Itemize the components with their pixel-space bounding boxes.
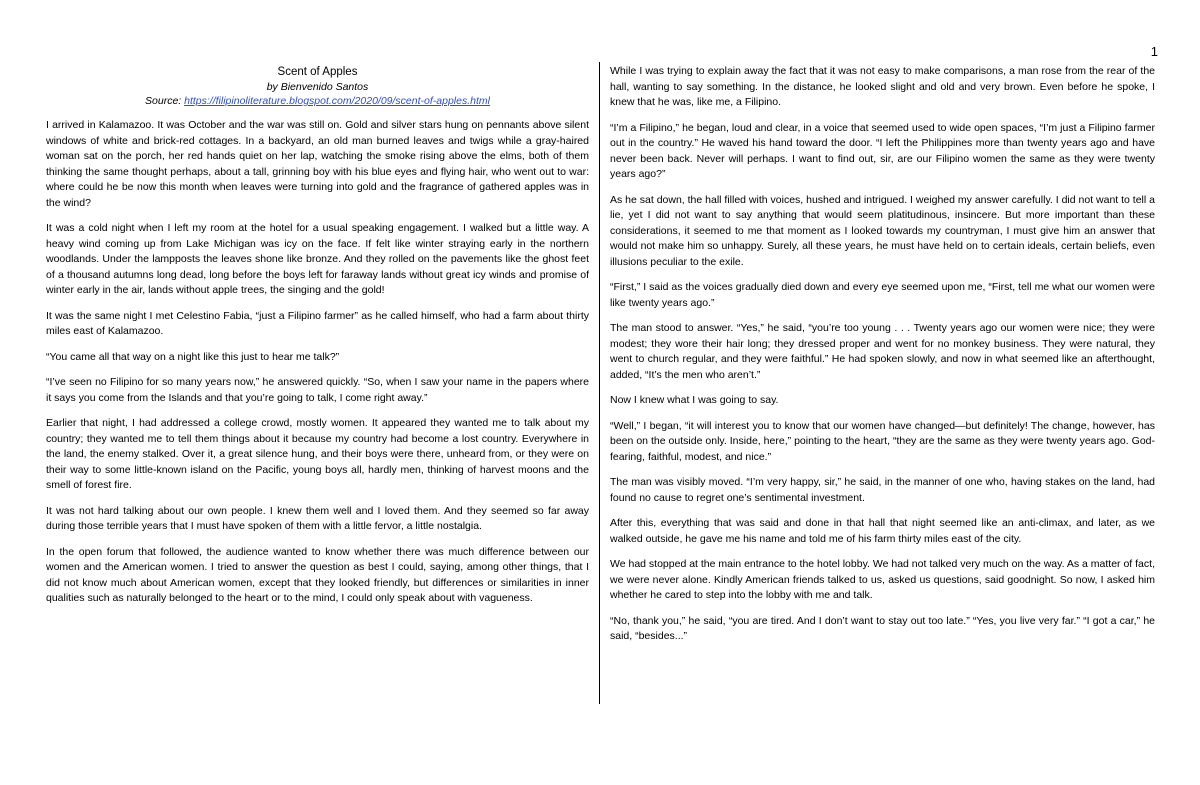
paragraph: The man was visibly moved. “I’m very happy, sir,” he said, in the manner of one who, having stakes on the land, had found no cause to regret one’s sentimental investment. <box>610 476 1155 504</box>
left-column <box>46 64 589 617</box>
paragraph: In the open forum that followed, the audience wanted to know whether there was much difference between our women and the American women. I tried to answer the question as best I could, saying, among other things, that I did not know much about American women, except that they looked friendly, but differences or similarities in inner qualities such as naturally belonged to the heart or to the mind, I could only speak about with vagueness. <box>46 545 589 604</box>
paragraph: It was not hard talking about our own people. I knew them well and I loved them. And they seemed so far away during those terrible years that I must have spoken of them with a little fervor, a little nostalgia. <box>46 504 589 532</box>
paragraph: As he sat down, the hall filled with voices, hushed and intrigued. I weighed my answer carefully. I did not want to tell a lie, yet I did not want to say anything that would seem platitudinous, insincere. But more important than these considerations, it seemed to me that moment as I looked towards my countryman, I must give him an answer that would not make him so unhappy. Surely, all these years, he must have held on to certain ideals, certain beliefs, even illusions peculiar to the exile. <box>610 193 1155 268</box>
source-link[interactable]: https://filipinoliterature.blogspot.com/2020/09/scent-of-apples.html <box>184 95 490 107</box>
paragraph: It was the same night I met Celestino Fabia, “just a Filipino farmer” as he called himself, who had a farm about thirty miles east of Kalamazoo. <box>46 309 589 337</box>
paragraph: The man stood to answer. “Yes,” he said, “you’re too young . . . Twenty years ago our women were nice; they were modest; they wore their hair long; they dressed proper and went for no monkey business. They were natural, they went to church regular, and they were faithful.” He had spoken slowly, and now in what seemed like an afterthought, added, “It’s the men who aren’t.” <box>610 322 1155 381</box>
story-author: by Bienvenido Santos <box>266 81 369 93</box>
page-number: 1 <box>1150 44 1158 59</box>
source-label: Source: <box>145 95 182 107</box>
paragraph: “First,” I said as the voices gradually died down and every eye seemed upon me, “First, tell me what our women were like twenty years ago.” <box>610 281 1155 309</box>
paragraph: Earlier that night, I had addressed a college crowd, mostly women. It appeared they wanted me to talk about my country; they wanted me to tell them things about it because my country had become a lost country. Everywhere in the land, the enemy stalked. Over it, a great silence hung, and their boys were there, unheard from, or they were on their way to some little-known island on the Pacific, young boys all, hardly men, thinking of harvest moons and the smell of forest fire. <box>46 417 589 491</box>
paragraph: “You came all that way on a night like this just to hear me talk?” <box>46 350 340 363</box>
paragraph: “I’m a Filipino,” he began, loud and clear, in a voice that seemed used to wide open spaces, “I’m just a Filipino farmer out in the country.” He waved his hand toward the door. “I left the Philippines more than twenty years ago and have never been back. Never will perhaps. I want to find out, sir, are our Filipino women the same as they were twenty years ago?” <box>610 121 1155 180</box>
right-column <box>610 64 1155 655</box>
paragraph: I arrived in Kalamazoo. It was October and the war was still on. Gold and silver stars hung on pennants above silent windows of white and brick-red cottages. In a backyard, an old man burned leaves and twigs while a gray-haired woman sat on the porch, her red hands quiet on her lap, watching the smoke rising above the elms, both of them thinking the same thought perhaps, about a tall, grinning boy with his blue eyes and flying hair, who went out to war: where could he be now this month when leaves were turning into gold and the fragrance of gathered apples was in the wind? <box>46 119 589 209</box>
column-divider <box>599 62 600 704</box>
paragraph: We had stopped at the main entrance to the hotel lobby. We had not talked very much on the way. As a matter of fact, we were never alone. Kindly American friends talked to us, asked us questions, said goodnight. So now, I asked him whether he cared to step into the lobby with me and talk. <box>610 558 1155 601</box>
paragraph: “Well,” I began, “it will interest you to know that our women have changed—but definitely! The change, however, has been on the outside only. Inside, here,” pointing to the heart, “they are the same as they were twenty years ago. God-fearing, faithful, modest, and nice.” <box>610 419 1155 463</box>
story-title: Scent of Apples <box>277 66 358 78</box>
paragraph: Now I knew what I was going to say. <box>610 394 779 406</box>
story-source <box>46 94 589 108</box>
story-header <box>46 64 589 108</box>
paragraph: It was a cold night when I left my room at the hotel for a usual speaking engagement. I walked but a little way. A heavy wind coming up from Lake Michigan was icy on the face. If felt like winter straying early in the northern woodlands. Under the lampposts the leaves shone like bronze. And they rolled on the pavements like the ghost feet of a thousand autumns long dead, long before the boys left for faraway lands without great icy winds and promise of winter early in the air, lands without apple trees, the singing and the gold! <box>46 222 589 296</box>
paragraph: After this, everything that was said and done in that hall that night seemed like an anti-climax, and later, as we walked outside, he gave me his name and told me of his farm thirty miles east of the city. <box>610 517 1155 545</box>
paragraph: While I was trying to explain away the fact that it was not easy to make comparisons, a man rose from the rear of the hall, wanting to say something. In the distance, he looked slight and old and very brown. Even before he spoke, I knew that he was, like me, a Filipino. <box>610 65 1155 108</box>
paragraph: “No, thank you,” he said, “you are tired. And I don’t want to stay out too late.” “Yes, you live very far.” “I got a car,” he said, “besides...” <box>610 614 1155 642</box>
paragraph: “I’ve seen no Filipino for so many years now,” he answered quickly. “So, when I saw your name in the papers where it says you come from the Islands and that you’re going to talk, I come right away.” <box>46 376 589 404</box>
